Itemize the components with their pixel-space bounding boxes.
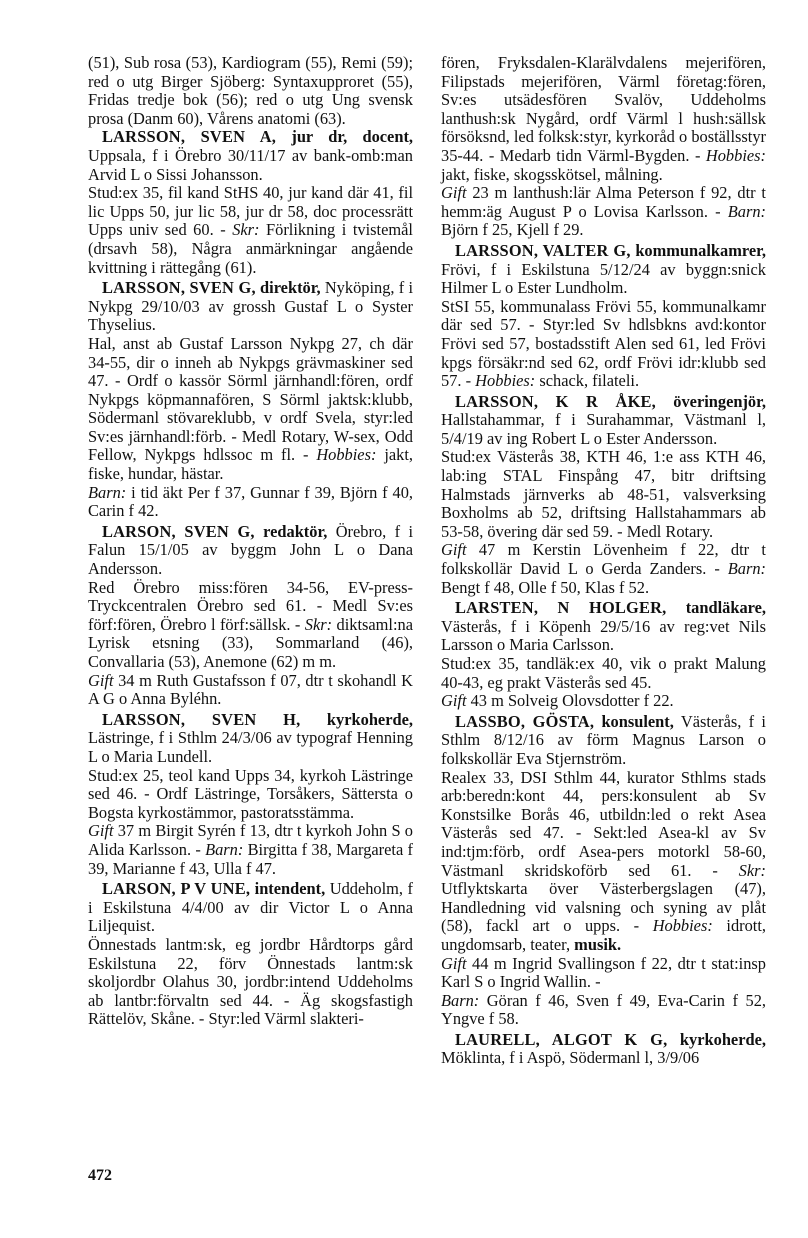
entry-title: jur dr, docent,	[291, 127, 414, 147]
entry-larsson-k-r-ake	[441, 393, 766, 598]
entry-intro: Nyköping, f i Nykpg 29/10/03 av grossh Gustaf L o Syster Thyselius.	[88, 278, 413, 335]
entry-name: LAURELL, ALGOT K G,	[455, 1029, 668, 1049]
entry-text: Förlikning i tvistemål (drsavh 58), Några anmärkningar angående kvittning i rättegång (61).	[88, 220, 413, 277]
entry-label: Barn:	[441, 990, 480, 1010]
entry-lassbo-gosta	[441, 713, 766, 1029]
entry-body: StSI 55, kommunalass Frövi 55, kommunalkamr där sed 57. - Styr:led Sv hdlsbkns avd:kontor Frövi sed 57, bostadsstift Alen sed 61, led Frövi kpgs försäkr:nd sed 62, ordf Frövi idr:klubb sed 57.	[441, 296, 766, 391]
entry-intro: Frövi, f i Eskilstuna 5/12/24 av byggn:snick Hilmer L o Ester Lundholm.	[441, 259, 766, 298]
entry-title: tandläkare,	[685, 598, 766, 618]
entry-larsson-sven-h	[88, 711, 413, 878]
entry-text: 43 m Solveig Olovsdotter f 22.	[470, 691, 674, 711]
entry-larsson-sven-a	[88, 128, 413, 277]
entry-title: kyrkoherde,	[326, 709, 413, 729]
entry-label: - Skr:	[220, 220, 260, 240]
entry-text: Utflyktskarta över Västerbergslagen (47), Handledning vid valsning och syning av plåt (58), fackl art o upps. -	[441, 879, 766, 936]
entry-text: 47 m Kerstin Lövenheim f 22, dtr t folkskollär David L o Gerda Zanders.	[441, 540, 766, 579]
entry-text: schack, filateli.	[539, 371, 640, 391]
entry-intro: Västerås, f i Köpenh 29/5/16 av reg:vet Nils Larsson o Maria Carlsson.	[441, 616, 766, 655]
entry-name: LARSON, SVEN G,	[102, 521, 255, 541]
entry-label: Gift	[441, 183, 467, 203]
entry-text: Birgitta f 38, Margareta f 39, Marianne f 43, Ulla f 47.	[88, 839, 413, 878]
entry-body: Realex 33, DSI Sthlm 44, kurator Sthlms stads arb:beredn:kont 44, pers:konsulent ab Sv Konstsilke Borås 46, utbildn:led o rekt Asea Västerås sed 47. - Sekt:led Asea-kl av Sv ind:tjm:förb, ordf Asea-pers motorkl 58-60, Västmanl skridskoförb sed 61. -	[441, 767, 766, 880]
entry-text: 44 m Ingrid Svallingson f 22, dtr t stat:insp Karl S o Ingrid Wallin. -	[441, 953, 766, 992]
continuation-text: (51), Sub rosa (53), Kardiogram (55), Remi (59); red o utg Birger Sjöberg: Syntaxupproret (55), Fridas tredje bok (56); red o utg Ung svensk prosa (Danm 60), Vårens anatomi (63).	[88, 53, 413, 128]
entry-label: Skr:	[738, 860, 766, 880]
entry-label: Barn:	[205, 839, 244, 859]
entry-label: Gift	[441, 953, 467, 973]
entry-text: Björn f 25, Kjell f 29.	[441, 220, 584, 240]
entry-title: direktör,	[260, 278, 321, 298]
entry-body: Stud:ex 25, teol kand Upps 34, kyrkoh Lästringe sed 46. - Ordf Lästringe, Torsåkers, Sättersta o Bogsta kyrkostämmor, pastoratsstämma.	[88, 765, 413, 822]
entry-label: - Barn:	[714, 559, 766, 579]
right-column	[441, 54, 766, 1070]
entry-name: LARSON, P V UNE,	[102, 879, 251, 899]
entry-intro: Uddeholm, f i Eskilstuna 4/4/00 av dir Victor L o Anna Liljequist.	[88, 879, 413, 936]
entry-title: redaktör,	[263, 521, 328, 541]
entry-text: Bengt f 48, Olle f 50, Klas f 52.	[441, 577, 650, 597]
entry-title: konsulent,	[601, 711, 674, 731]
entry-label: Hobbies:	[652, 916, 713, 936]
entry-text: 34 m Ruth Gustafsson f 07, dtr t skohandl K A G o Anna Byléhn.	[88, 670, 413, 709]
entry-title: överingenjör,	[673, 391, 766, 411]
entry-text: jakt, fiske, skogsskötsel, målning.	[441, 164, 663, 184]
entry-label: - Hobbies:	[694, 145, 766, 165]
entry-name: LARSSON, SVEN A,	[102, 127, 277, 147]
entry-label: Barn:	[88, 482, 127, 502]
entry-title: kyrkoherde,	[679, 1029, 766, 1049]
entry-intro: Västerås, f i Sthlm 8/12/16 av förm Magnus Larson o folkskollär Eva Stjernström.	[441, 711, 766, 768]
entry-larson-sven-g-redaktor	[88, 523, 413, 709]
entry-title: kommunalkamrer,	[635, 240, 766, 260]
entry-intro: Hallstahammar, f i Surahammar, Västmanl l, 5/4/19 av ing Robert L o Ester Andersson.	[441, 410, 766, 448]
entry-name: LARSSON, VALTER G,	[455, 240, 631, 260]
entry-text: 37 m Birgit Syrén f 13, dtr t kyrkoh John S o Alida Karlsson. -	[88, 821, 413, 859]
entry-name: LASSBO, GÖSTA,	[455, 711, 595, 731]
entry-laurell-algot-k-g	[441, 1031, 766, 1068]
entry-text: 23 m lanthush:lär Alma Peterson f 92, dtr t hemm:äg August P o Lovisa Karlsson. -	[441, 183, 766, 221]
entry-larsson-sven-g-direktor	[88, 279, 413, 521]
entry-text: diktsaml:na Lyrisk etsning (33), Sommarland (46), Convallaria (53), Anemone (62) m m.	[88, 614, 413, 671]
entry-body: Stud:ex 35, tandläk:ex 40, vik o prakt Malung 40-43, eg prakt Västerås sed 45.	[441, 654, 766, 692]
entry-title: intendent,	[254, 879, 326, 899]
entry-name: LARSSON, SVEN H,	[102, 709, 301, 729]
entry-body: Stud:ex Västerås 38, KTH 46, 1:e ass KTH 46, lab:ing STAL Finspång 47, bitr driftsing Halmstads järnverks ab 48-51, valsverksing Boxholms ab 52, driftsing Hallstahammars ab 53-58, övering där sed 59. - Medl Rotary.	[441, 447, 766, 541]
left-column	[88, 54, 413, 1031]
entry-larsten-n-holger	[441, 599, 766, 711]
entry-label: Barn:	[727, 201, 766, 221]
entry-label: Gift	[441, 540, 467, 560]
entry-label: Gift	[88, 670, 114, 690]
entry-label: Gift	[88, 821, 114, 841]
entry-intro: Lästringe, f i Sthlm 24/3/06 av typograf Henning L o Maria Lundell.	[88, 728, 413, 766]
entry-text: jakt, fiske, hundar, hästar.	[88, 445, 414, 484]
entry-text: Göran f 46, Sven f 49, Eva-Carin f 52, Yngve f 58.	[441, 990, 767, 1029]
entry-text: idrott, ungdomsarb, teater,	[441, 916, 766, 954]
entry-label: Gift	[441, 691, 467, 711]
entry-body: Hal, anst ab Gustaf Larsson Nykpg 27, ch där 34-55, dir o inneh ab Nykpgs grävmaskiner sed 47. - Ordf o kassör Sörml järnhandl:fören, ordf Nykpgs köpmannafören, S Sörml jaktsk:klubb, Södermanl stövareklubb, v ordf Svela, styr:led Sv:es järnhandl:förb. - Medl Rotary, W-sex, Odd Fellow, Nykpgs hdlssoc m fl.	[88, 333, 413, 465]
entry-label: - Hobbies:	[303, 445, 377, 465]
entry-name: LARSTEN, N HOLGER,	[455, 598, 667, 618]
entry-body: Red Örebro miss:fören 34-56, EV-press-Tryckcentralen Örebro sed 61. - Medl Sv:es förf:fören, Örebro l förf:sällsk. -	[88, 577, 413, 634]
entry-name: LARSSON, SVEN G,	[102, 278, 256, 298]
entry-larsson-valter-g	[441, 242, 766, 391]
entry-larson-p-v-une	[88, 880, 413, 1029]
entry-intro: Möklinta, f i Aspö, Södermanl l, 3/9/06	[441, 1048, 700, 1068]
entry-bold-word: musik.	[574, 934, 622, 954]
entry-body: Önnestads lantm:sk, eg jordbr Hårdtorps gård Eskilstuna 22, förv Önnestads lantm:sk skoljordbr Olahus 30, jordbr:intend Uddeholms ab lantbr:förvaltn sed 44. - Äg skogsfastigh Rättelöv, Skåne. - Styr:led Värml slakteri-	[88, 934, 413, 1029]
entry-text: i tid äkt Per f 37, Gunnar f 39, Björn f 40, Carin f 42.	[88, 482, 413, 521]
entry-label: - Hobbies:	[465, 371, 536, 391]
entry-label: Skr:	[304, 614, 333, 634]
page-number: 472	[88, 1167, 112, 1184]
entry-name: LARSSON, K R ÅKE,	[455, 391, 656, 411]
entry-intro: Uppsala, f i Örebro 30/11/17 av bank-omb:man Arvid L o Sissi Johansson.	[88, 145, 413, 184]
continuation-text: fören, Fryksdalen-Klarälvdalens mejerifören, Filipstads mejerifören, Värml företag:fören, Sv:es utsädesfören Svalöv, Uddeholms lanthush:sk Nygård, ordf Värml l hush:sällsk försöksnd, led folksk:styr, kyrkoråd o boställsstyr 35-44. - Medarb tidn Värml-Bygden.	[441, 53, 766, 165]
entry-intro: Örebro, f i Falun 15/1/05 av byggm John L o Dana Andersson.	[88, 521, 413, 579]
entry-body: Stud:ex 35, fil kand StHS 40, jur kand där 41, fil lic Upps 50, jur lic 58, jur dr 58, doc processrätt Upps univ sed 60.	[88, 183, 413, 240]
